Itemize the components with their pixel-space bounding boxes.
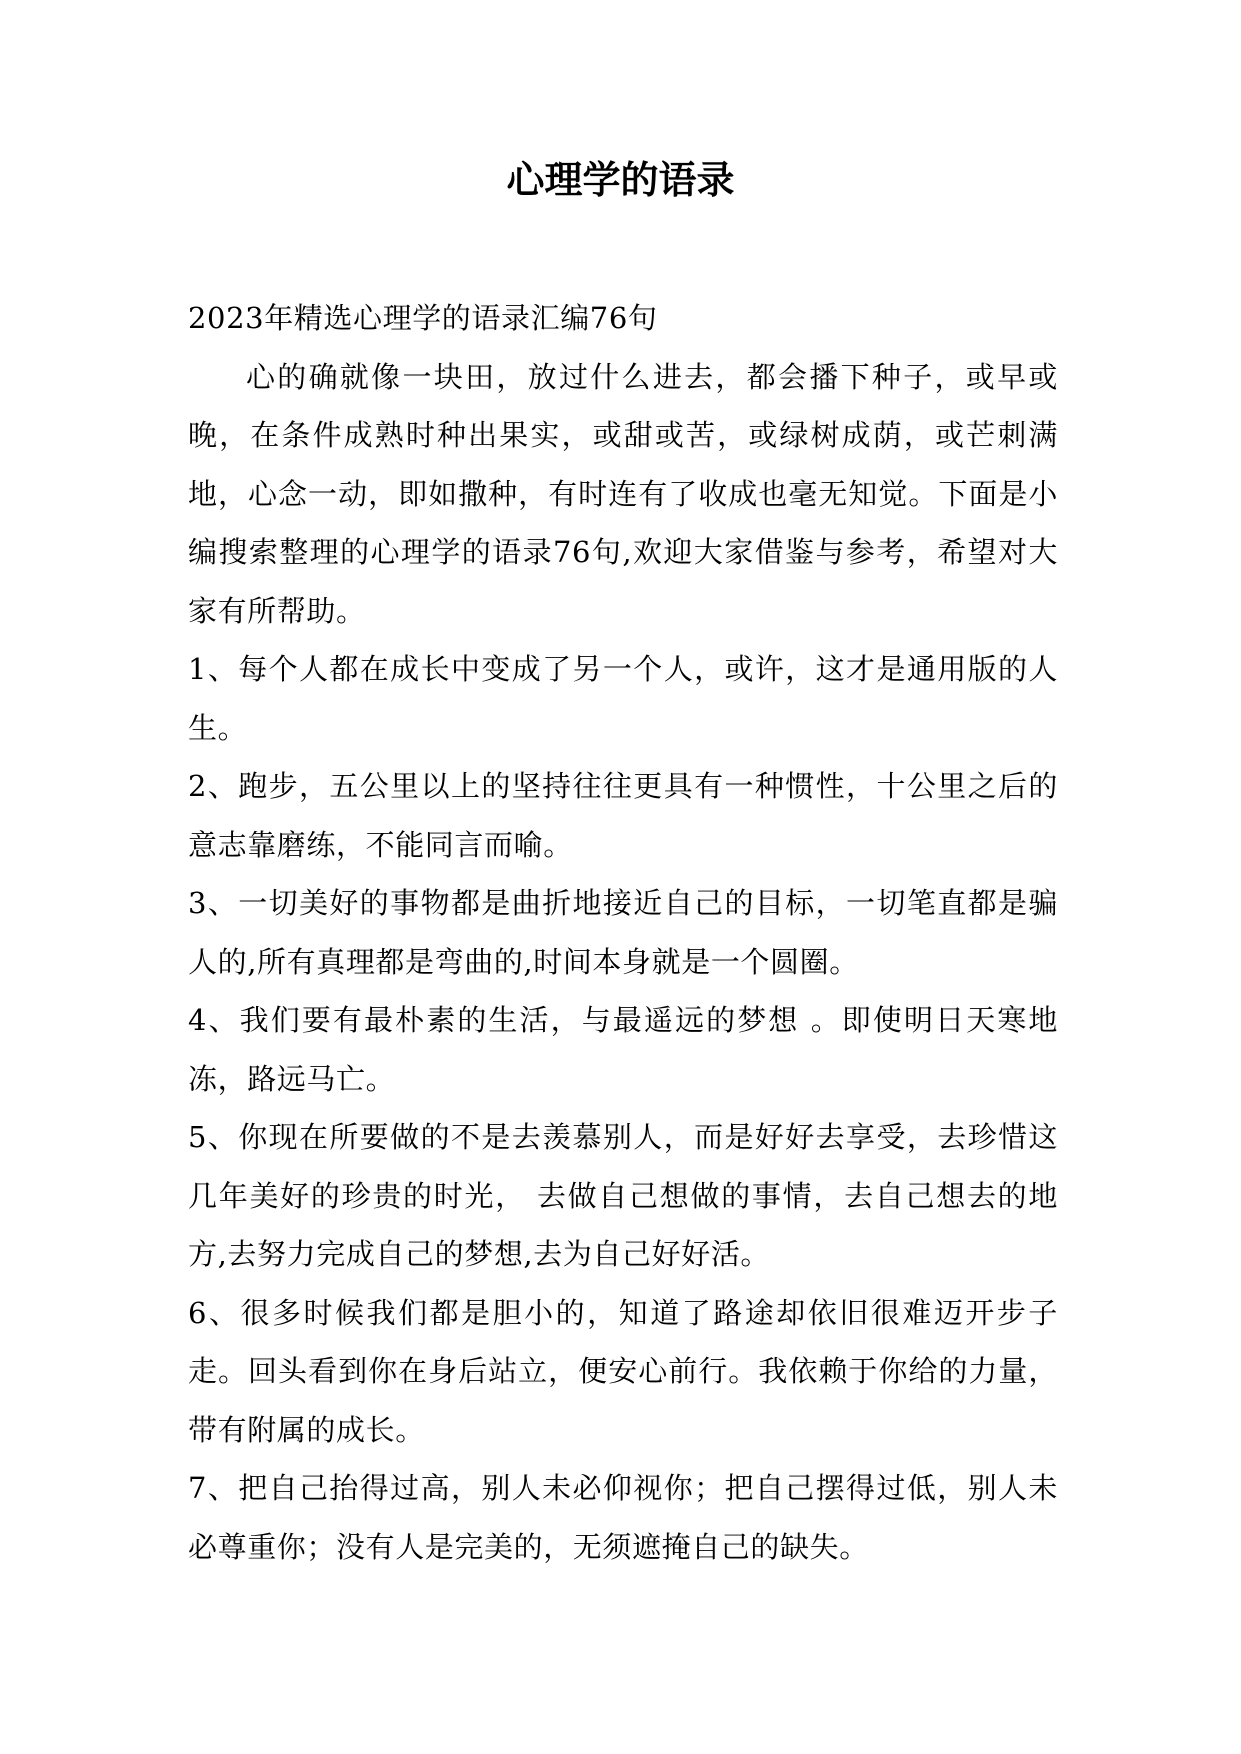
quote-item-7: 7、把自己抬得过高，别人未必仰视你；把自己摆得过低，别人未必尊重你；没有人是完美的，无须遮掩自己的缺失。 bbox=[188, 1471, 1058, 1564]
intro-paragraph: 心的确就像一块田，放过什么进去，都会播下种子，或早或晚，在条件成熟时种出果实，或甜或苦，或绿树成荫，或芒刺满地，心念一动，即如撒种，有时连有了收成也毫无知觉。下面是小编搜索整理的心理学的语录76句,欢迎大家借鉴与参考，希望对大家有所帮助。 bbox=[188, 359, 1058, 628]
quote-item-6: 6、很多时候我们都是胆小的，知道了路途却依旧很难迈开步子走。回头看到你在身后站立，便安心前行。我依赖于你给的力量，带有附属的成长。 bbox=[188, 1295, 1058, 1447]
quote-item-3: 3、一切美好的事物都是曲折地接近自己的目标，一切笔直都是骗人的,所有真理都是弯曲的,时间本身就是一个圆圈。 bbox=[188, 886, 1058, 979]
quote-item-5: 5、你现在所要做的不是去羡慕别人，而是好好去享受，去珍惜这几年美好的珍贵的时光， 去做自己想做的事情，去自己想去的地方,去努力完成自己的梦想,去为自己好好活。 bbox=[188, 1120, 1058, 1271]
document-body bbox=[188, 289, 1058, 1576]
quote-item-2: 2、跑步，五公里以上的坚持往往更具有一种惯性，十公里之后的意志靠磨练，不能同言而喻。 bbox=[188, 769, 1058, 862]
quote-item-4: 4、我们要有最朴素的生活，与最遥远的梦想 。即使明日天寒地冻，路远马亡。 bbox=[188, 1003, 1058, 1096]
quote-item-1: 1、每个人都在成长中变成了另一个人，或许，这才是通用版的人生。 bbox=[188, 652, 1058, 745]
subtitle-line: 2023年精选心理学的语录汇编76句 bbox=[188, 301, 658, 335]
document-title: 心理学的语录 bbox=[506, 158, 735, 202]
